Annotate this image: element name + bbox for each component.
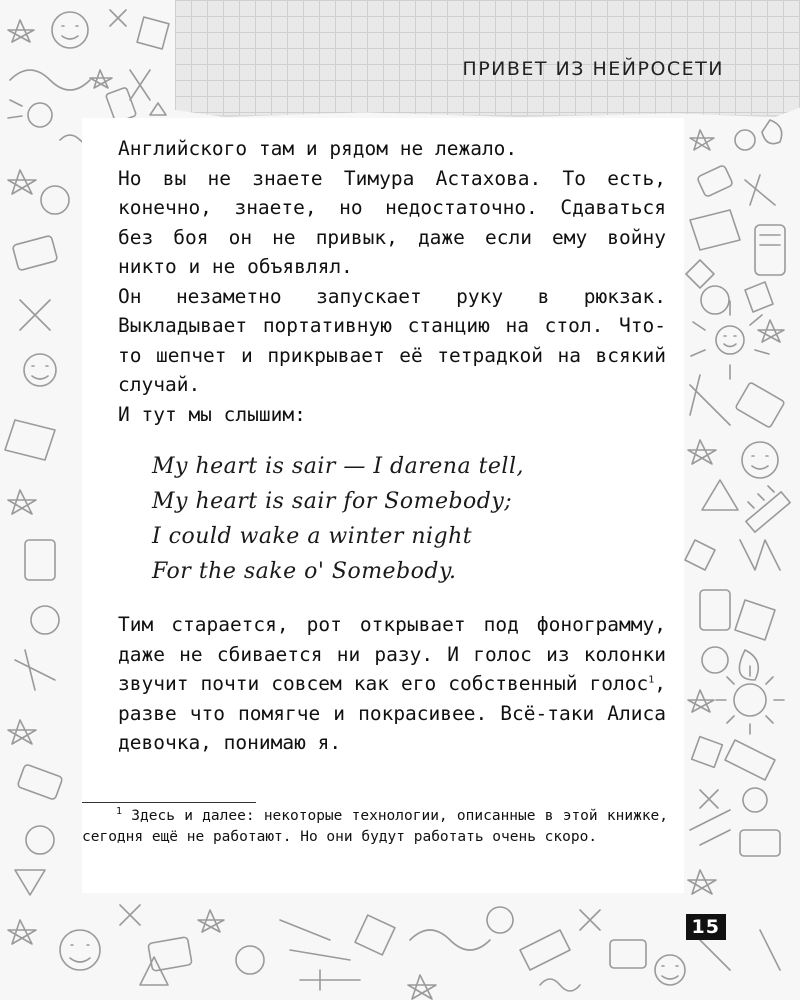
paragraph: Английского там и рядом не лежало.: [118, 137, 518, 160]
footnote-divider: [82, 802, 256, 803]
main-text-top: [118, 134, 666, 429]
page-number: 15: [686, 914, 726, 940]
footnote-text: Здесь и далее: некоторые технологии, описанные в этой книжке, сегодня ещё не работают. Но они будут работать очень скоро.: [82, 808, 669, 845]
paragraph: И тут мы слышим:: [118, 402, 306, 426]
paragraph: Но вы не знаете Тимура Астахова. То есть, конечно, знаете, но недостаточно. Сдаваться без боя он не привык, даже если ему войну никто и не объявлял.: [118, 166, 666, 278]
poem-block: [152, 449, 572, 589]
paragraph-part: Тим старается, рот открывает под фонограмму, даже не сбивается ни разу. И голос из колонки звучит почти совсем как его собственный голос: [118, 613, 666, 695]
footnote-reference[interactable]: 1: [648, 674, 655, 686]
poem-line: For the sake o' Somebody.: [152, 559, 457, 584]
main-text-bottom: [118, 610, 666, 758]
poem-line: I could wake a winter night: [152, 524, 473, 549]
poem-line: My heart is sair — I darena tell,: [152, 454, 524, 479]
footnote-marker: 1: [116, 806, 123, 818]
paragraph: [118, 610, 666, 758]
paragraph-part: , разве что помягче и покрасивее. Всё-таки Алиса девочка, понимаю я.: [118, 672, 666, 754]
footnote: [82, 806, 668, 848]
running-head: ПРИВЕТ ИЗ НЕЙРОСЕТИ: [462, 58, 724, 80]
poem-line: My heart is sair for Somebody;: [152, 489, 513, 514]
paragraph: Он незаметно запускает руку в рюкзак. Выкладывает портативную станцию на стол. Что-то шепчет и прикрывает её тетрадкой на всякий случай.: [118, 284, 666, 396]
